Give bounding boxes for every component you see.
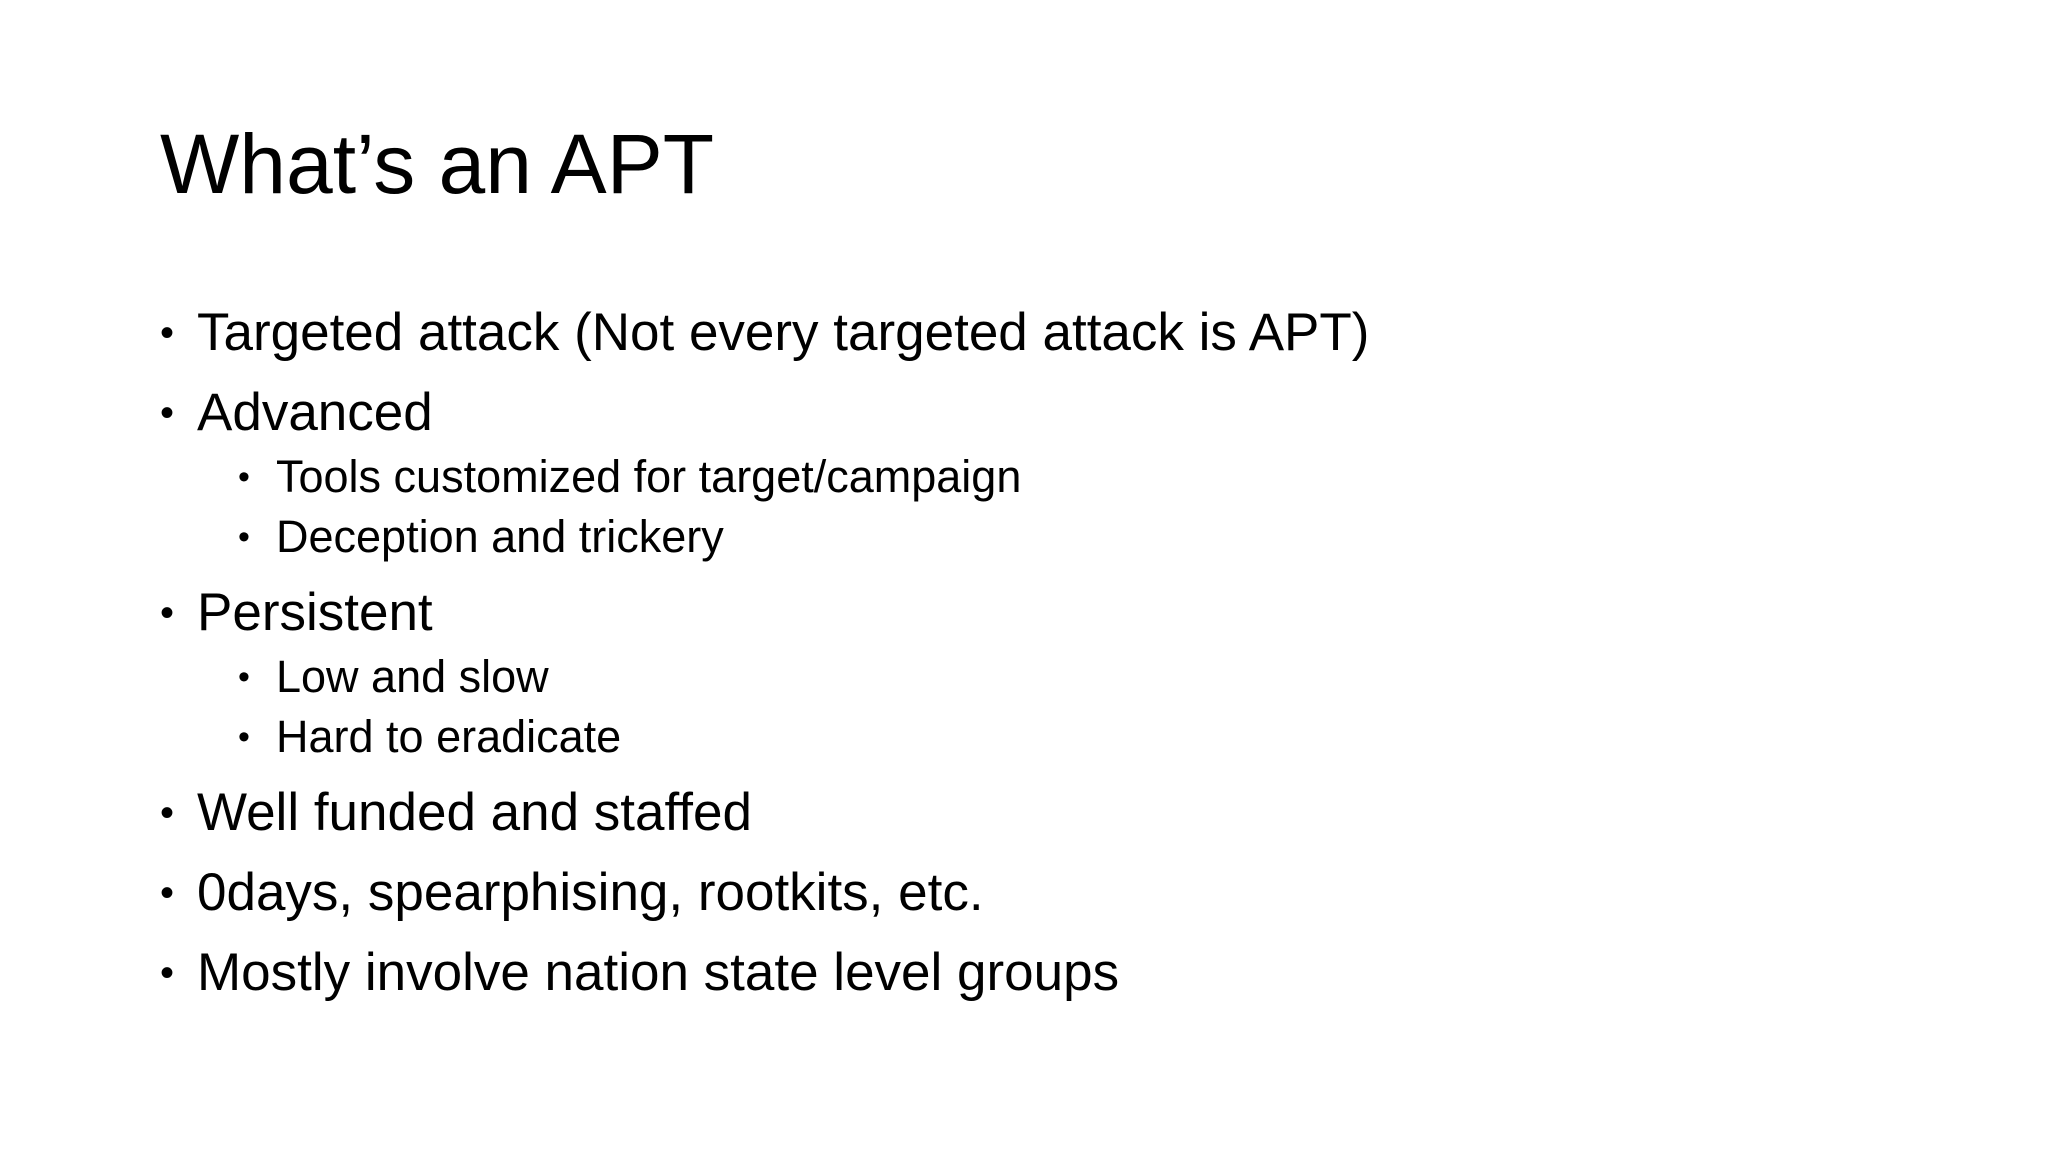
sub-bullet-item (160, 448, 1920, 506)
bullet-icon: • (160, 591, 175, 635)
bullet-text: Mostly involve nation state level groups (197, 943, 1120, 1002)
bullet-icon: • (238, 518, 250, 556)
bullet-icon: • (160, 311, 175, 355)
bullet-text: Advanced (197, 383, 433, 442)
bullet-text: 0days, spearphising, rootkits, etc. (197, 863, 984, 922)
bullet-text: Persistent (197, 583, 433, 642)
sub-bullet-text: Hard to eradicate (276, 711, 622, 762)
bullet-item (160, 860, 1920, 926)
sub-bullet-item (160, 508, 1920, 566)
bullet-icon: • (160, 791, 175, 835)
bullet-icon: • (160, 391, 175, 435)
bullet-icon: • (238, 718, 250, 756)
bullet-icon: • (238, 658, 250, 696)
bullet-item (160, 300, 1920, 366)
bullet-item (160, 940, 1920, 1006)
bullet-item (160, 380, 1920, 446)
bullet-icon: • (160, 951, 175, 995)
bullet-item (160, 580, 1920, 646)
sub-bullet-text: Deception and trickery (276, 511, 724, 562)
sub-bullet-text: Tools customized for target/campaign (276, 451, 1022, 502)
sub-bullet-item (160, 648, 1920, 706)
slide-title: What’s an APT (160, 117, 715, 211)
bullet-item (160, 780, 1920, 846)
bullet-text: Targeted attack (Not every targeted attack is APT) (197, 303, 1370, 362)
sub-bullet-item (160, 708, 1920, 766)
sub-bullet-text: Low and slow (276, 651, 549, 702)
bullet-list (160, 300, 1920, 1020)
bullet-icon: • (238, 458, 250, 496)
bullet-text: Well funded and staffed (197, 783, 752, 842)
bullet-icon: • (160, 871, 175, 915)
